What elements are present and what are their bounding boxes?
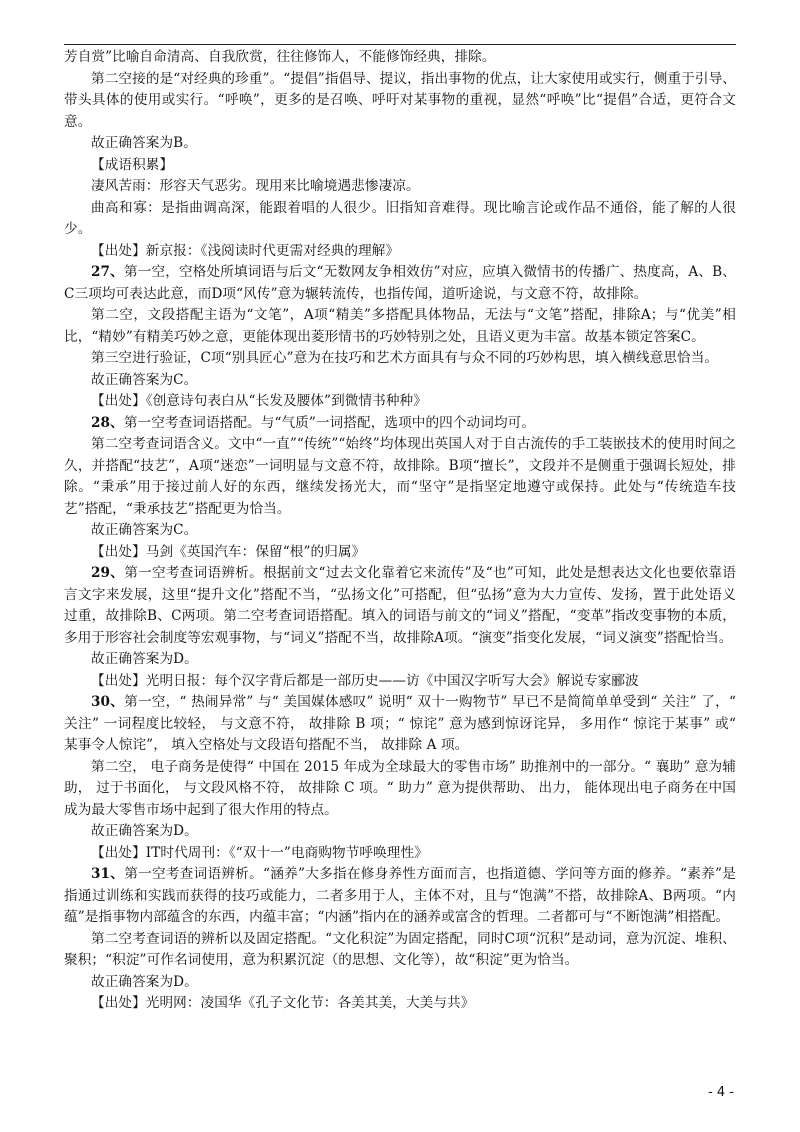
paragraph-text: 第二空考查词语含义。文中“一直”“传统”“始终”均体现出英国人对于自古流传的手工装嵌技术的使用时间之久，并搭配“技艺”，A项“迷恋”一词明显与文意不符，故排除。B项“擅长”，文段并不是侧重于强调长短处，排除。“秉承”用于接过前人好的东西，继续发扬光大，而“坚守”是指坚定地遵守或保持。此处与“传统造车技艺”搭配，“秉承技艺”搭配更为恰当。: [64, 436, 736, 517]
paragraph-continued: [64, 47, 736, 69]
paragraph-text: 第一空考查词语搭配。与“气质”一词搭配，选项中的四个动词均可。: [123, 414, 536, 431]
paragraph-text: 芳自赏”比喻自命清高、自我欣赏，往往修饰人，不能修饰经典，排除。: [64, 49, 496, 65]
paragraph-text: 故正确答案为B。: [91, 135, 197, 151]
paragraph-text: 【出处】《创意诗句表白从“长发及腰体”到微情书种种》: [91, 393, 427, 409]
paragraph-text: 【出处】IT时代周刊：《“双十一”电商购物节呼唤理性》: [91, 844, 428, 861]
paragraph: [64, 69, 736, 134]
paragraph: [64, 649, 736, 671]
question-explanation: [64, 262, 736, 305]
paragraph: [64, 434, 736, 520]
paragraph: [64, 241, 736, 263]
paragraph-text: 【出处】马剑《英国汽车：保留“根”的归属》: [91, 543, 366, 560]
question-number: 30、: [91, 694, 125, 710]
paragraph-text: 第一空考查词语辨析。“涵养”大多指在修身养性方面而言，也指道德、学问等方面的修养。“素养”是指通过训练和实践而获得的技巧或能力，二者多用于人，主体不对，且与“饱满”不搭，故排除A、B两项。“内蕴”是指事物内部蕴含的东西，内蕴丰富；“内涵”指内在的涵养或富含的哲理。二者都可与“不断饱满”相搭配。: [64, 866, 736, 925]
question-number: 31、: [91, 866, 125, 882]
paragraph-text: 第二空，文段搭配主语为“文笔”，A项“精美”多搭配具体物品，无法与“文笔”搭配，排除A；与“优美”相比，“精妙”有精美巧妙之意，更能体现出菱形情书的巧妙特别之处，且语义更为丰富。故基本锁定答案C。: [64, 307, 736, 345]
paragraph: [64, 843, 736, 865]
paragraph-text: 【成语积累】: [91, 156, 174, 173]
paragraph: [64, 176, 736, 198]
paragraph-text: 曲高和寡：是指曲调高深，能跟着唱的人很少。旧指知音难得。现比喻言论或作品不通俗，能了解的人很少。: [64, 199, 736, 237]
paragraph: [64, 155, 736, 177]
paragraph: [64, 821, 736, 843]
question-number: 29、: [91, 565, 125, 581]
question-explanation: [64, 864, 736, 929]
paragraph: [64, 370, 736, 392]
paragraph-text: 第一空考查词语辨析。根据前文“过去文化靠着它来流传”及“也”可知，此处是想表达文化也要依靠语言文字来发展，这里“提升文化”搭配不当，“弘扬文化”可搭配，但“弘扬”意为大力宣传、发扬，置于此处语义过重，故排除B、C两项。第二空考查词语搭配。填入的词语与前文的“词义”搭配，“变革”指改变事物的本质，多用于形容社会制度等宏观事物，与“词义”搭配不当，故排除A项。“演变”指变化发展，“词义演变”搭配恰当。: [64, 565, 736, 646]
paragraph-text: 故正确答案为D。: [91, 973, 198, 990]
paragraph-text: 故正确答案为D。: [91, 823, 198, 839]
paragraph: [64, 348, 736, 370]
paragraph-text: 故正确答案为C。: [91, 371, 198, 388]
question-number: 27、: [91, 264, 124, 280]
paragraph-text: 第二空接的是“对经典的珍重”。“提倡”指倡导、提议，指出事物的优点，让大家使用或实行，侧重于引导、带头具体的使用或实行。“呼唤”，更多的是召唤、呼吁对某事物的重视，显然“呼唤”比“提倡”合适，更符合文意。: [64, 70, 736, 130]
question-number: 28、: [91, 414, 124, 431]
header-rule: [64, 44, 736, 45]
paragraph-text: 第一空，“ 热闹异常” 与“ 美国媒体感叹” 说明“ 双十一购物节” 早已不是简简单单受到“ 关注” 了，“ 关注” 一词程度比较轻， 与文意不符， 故排除 B 项；“ 惊诧” 意为感到惊讶诧异， 多用作“ 惊诧于某事” 或“ 某事令人惊诧”， 填入空格处与文段语句搭配不当， 故排除 A 项。: [64, 694, 737, 753]
paragraph: [64, 133, 736, 155]
paragraph: [64, 929, 736, 972]
paragraph: [64, 520, 736, 542]
page-number: - 4 -: [708, 1085, 734, 1100]
paragraph: [64, 972, 736, 994]
paragraph: [64, 391, 736, 413]
paragraph: [64, 198, 736, 241]
question-explanation: [64, 563, 736, 649]
paragraph-text: 凄风苦雨：形容天气恶劣。现用来比喻境遇悲惨凄凉。: [91, 178, 420, 194]
paragraph-text: 【出处】光明网：凌国华《孔子文化节：各美其美，大美与共》: [91, 995, 475, 1011]
paragraph: [64, 542, 736, 564]
paragraph-text: 故正确答案为C。: [91, 522, 198, 538]
paragraph-text: 第三空进行验证，C项“别具匠心”意为在技巧和艺术方面具有与众不同的巧妙构思，填入横线意思恰当。: [91, 350, 719, 366]
document-body: [64, 47, 736, 1015]
question-explanation: [64, 413, 736, 435]
paragraph-text: 第二空， 电子商务是使得“ 中国在 2015 年成为全球最大的零售市场” 助推剂中的一部分。“ 襄助” 意为辅助， 过于书面化， 与文段风格不符， 故排除 C 项。“ 助力” 意为提供帮助、 出力， 能体现出电子商务在中国成为最大零售市场中起到了很大作用的特点。: [64, 758, 736, 818]
paragraph-text: 【出处】新京报：《浅阅读时代更需对经典的理解》: [91, 242, 400, 259]
paragraph: [64, 993, 736, 1015]
paragraph: [64, 757, 736, 822]
paragraph-text: 【出处】光明日报：每个汉字背后都是一部历史——访《中国汉字听写大会》解说专家郦波: [91, 672, 639, 689]
paragraph-text: 第一空，空格处所填词语与后文“无数网友争相效仿”对应，应填入微情书的传播广、热度高，A、B、C三项均可表达此意，而D项“风传”意为辗转流传，也指传闻，道听途说，与文意不符，故排除。: [64, 264, 736, 302]
paragraph-text: 故正确答案为D。: [91, 651, 198, 667]
paragraph: [64, 305, 736, 348]
paragraph: [64, 671, 736, 693]
question-explanation: [64, 692, 736, 757]
paragraph-text: 第二空考查词语的辨析以及固定搭配。“文化积淀”为固定搭配，同时C项“沉积”是动词，意为沉淀、堆积、聚积；“积淀”可作名词使用，意为积累沉淀（的思想、文化等），故“积淀”更为恰当。: [64, 930, 736, 968]
